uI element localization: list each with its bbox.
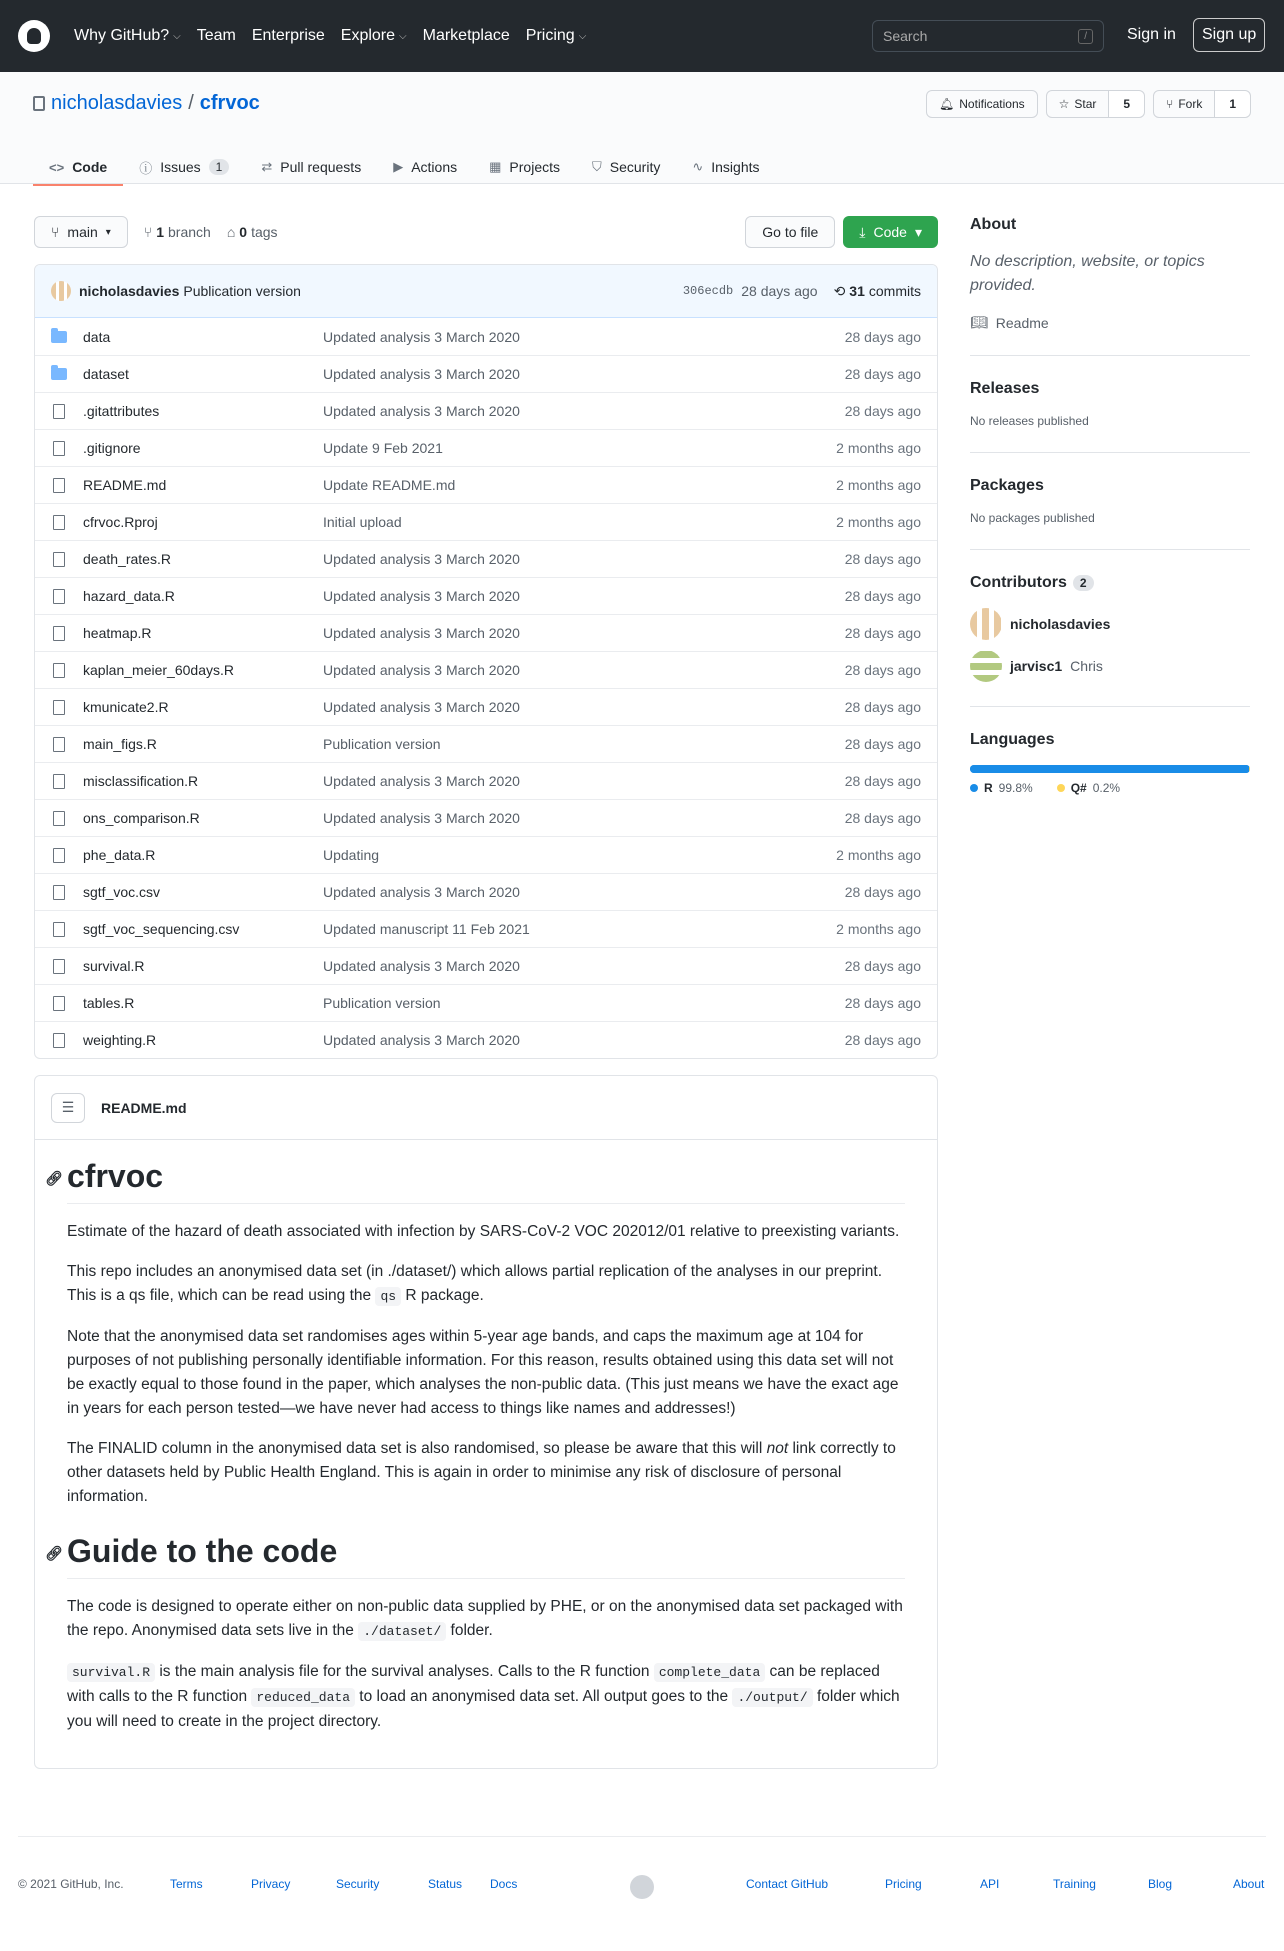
readme-link[interactable] — [970, 314, 1250, 331]
commit-count-label: commits — [868, 283, 921, 299]
commit-message-link[interactable]: Updated analysis 3 March 2020 — [323, 551, 520, 567]
repo-icon — [33, 96, 45, 111]
code-icon: <> — [49, 159, 65, 175]
search-placeholder: Search — [883, 28, 928, 44]
file-icon — [51, 589, 67, 604]
file-name-link[interactable]: heatmap.R — [83, 625, 152, 641]
file-icon — [51, 922, 67, 937]
file-row[interactable] — [35, 873, 937, 910]
chevron-down-icon: ⌵ — [399, 30, 407, 42]
file-row[interactable] — [35, 614, 937, 651]
file-row[interactable] — [35, 762, 937, 799]
issue-icon: ⓘ — [139, 160, 153, 176]
footer-link[interactable]: Pricing — [885, 1877, 922, 1891]
readme-heading — [45, 1158, 905, 1204]
file-name-link[interactable]: hazard_data.R — [83, 588, 175, 604]
file-name-link[interactable]: death_rates.R — [83, 551, 171, 567]
commit-message-link[interactable]: Updated analysis 3 March 2020 — [323, 588, 520, 604]
file-name-link[interactable]: sgtf_voc.csv — [83, 884, 161, 900]
commit-message-link[interactable]: Update README.md — [323, 477, 456, 493]
chevron-down-icon: ⌵ — [578, 30, 587, 42]
inline-code: ./dataset/ — [358, 1622, 446, 1641]
sign-in-link[interactable]: Sign in — [1127, 26, 1176, 43]
file-browser — [34, 264, 938, 1059]
readme-link-label: Readme — [995, 314, 1049, 331]
section-title: Guide to the code — [67, 1533, 338, 1569]
contributor-login: nicholasdavies — [1010, 616, 1111, 632]
file-row[interactable] — [35, 577, 937, 614]
readme-paragraph: Estimate of the hazard of death associated with infection by SARS-CoV-2 VOC 202012/01 relative to preexisting variants. — [67, 1223, 900, 1240]
commit-message-link[interactable]: Publication version — [183, 283, 301, 299]
tab-label: Security — [609, 159, 661, 175]
nav-team[interactable] — [197, 27, 236, 45]
repo-sidebar — [970, 216, 1250, 843]
footer-link[interactable]: Terms — [170, 1877, 203, 1891]
file-name-link[interactable]: .gitattributes — [83, 403, 160, 419]
file-age: 28 days ago — [844, 662, 921, 678]
readme-title: cfrvoc — [67, 1158, 164, 1194]
readme-paragraph: Note that the anonymised data set randomises ages within 5-year age bands, and caps the maximum age at 104 for purposes of not publishing personally identifiable information. For this reason, results obtained using this data set will not be exactly equal to those found in the paper, which analyses the non-public data. (This just means we have the exact age in years for each person tested—we have never had access to things like names and addresses!) — [67, 1328, 899, 1417]
branch-label: branch — [168, 224, 211, 240]
file-row[interactable] — [35, 1021, 937, 1058]
search-input[interactable] — [872, 20, 1104, 52]
readme-paragraph — [67, 1260, 905, 1309]
nav-explore[interactable] — [341, 27, 407, 45]
about-section — [970, 216, 1250, 356]
tab-issues[interactable] — [123, 150, 245, 184]
fork-label: Fork — [1178, 97, 1203, 111]
file-name-link[interactable]: survival.R — [83, 958, 145, 974]
commit-message-link[interactable]: Updated analysis 3 March 2020 — [323, 884, 520, 900]
repo-name-link[interactable]: cfrvoc — [199, 92, 260, 114]
text: is the main analysis file for the survival analyses. Calls to the R function — [155, 1663, 654, 1680]
file-age: 28 days ago — [844, 995, 921, 1011]
tag-icon: ⌂ — [226, 224, 236, 240]
commit-sha-link[interactable]: 306ecdb — [682, 284, 734, 298]
commit-message-link[interactable]: Updated analysis 3 March 2020 — [323, 366, 520, 382]
list-icon: ☰ — [61, 1099, 75, 1115]
section-heading: Languages — [970, 731, 1055, 748]
file-age: 2 months ago — [836, 440, 921, 456]
commit-message-link[interactable]: Updated analysis 3 March 2020 — [323, 810, 520, 826]
file-age: 2 months ago — [836, 477, 921, 493]
file-icon — [51, 996, 67, 1011]
text: to load an anonymised data set. All output goes to the — [355, 1688, 733, 1705]
fork-icon: ⑂ — [1166, 97, 1174, 111]
download-icon: ⤓ — [859, 223, 866, 240]
commit-message-link[interactable]: Updated analysis 3 March 2020 — [323, 773, 520, 789]
tab-label: Insights — [711, 159, 760, 175]
site-footer — [18, 1836, 1266, 1951]
languages-section — [970, 731, 1250, 819]
commit-message-link[interactable]: Publication version — [323, 736, 441, 752]
commit-message-link[interactable]: Updated analysis 3 March 2020 — [323, 662, 520, 678]
folder-icon — [51, 331, 67, 343]
commit-message-link[interactable]: Updated manuscript 11 Feb 2021 — [323, 921, 530, 937]
latest-commit — [35, 265, 937, 318]
shield-icon: ⛉ — [592, 159, 602, 174]
file-row[interactable] — [35, 392, 937, 429]
file-row[interactable] — [35, 651, 937, 688]
copyright: © 2021 GitHub, Inc. — [18, 1877, 124, 1891]
pull-request-icon: ⇄ — [261, 159, 273, 174]
readme-paragraph — [67, 1660, 905, 1734]
branch-name: main — [67, 224, 98, 240]
about-description: No description, website, or topics provided. — [970, 253, 1205, 294]
file-age: 2 months ago — [836, 921, 921, 937]
tab-label: Actions — [411, 159, 458, 175]
star-count[interactable]: 5 — [1109, 91, 1144, 117]
file-row[interactable] — [35, 836, 937, 873]
packages-empty: No packages published — [970, 511, 1095, 525]
language-color-dot — [970, 784, 978, 792]
tab-label: Projects — [509, 159, 560, 175]
github-logo-icon[interactable] — [18, 20, 50, 52]
file-icon — [51, 663, 67, 678]
file-icon — [51, 515, 67, 530]
go-to-file-button[interactable]: Go to file — [745, 216, 835, 248]
footer-link[interactable]: Training — [1053, 1877, 1096, 1891]
fork-count[interactable]: 1 — [1215, 91, 1250, 117]
commit-age: 28 days ago — [741, 283, 818, 299]
file-age: 28 days ago — [844, 884, 921, 900]
file-icon — [51, 441, 67, 456]
nav-label: Team — [196, 27, 236, 44]
table-of-contents-button[interactable] — [51, 1093, 85, 1123]
file-name-link[interactable]: sgtf_voc_sequencing.csv — [83, 921, 240, 937]
nav-label: Explore — [340, 27, 396, 44]
tab-pull-requests[interactable] — [245, 150, 377, 184]
commit-message-link[interactable]: Update 9 Feb 2021 — [323, 440, 443, 456]
bell-icon: 🔔︎ — [939, 97, 955, 111]
file-name-link[interactable]: ons_comparison.R — [83, 810, 200, 826]
tag-count: 0 — [239, 224, 248, 240]
file-row[interactable] — [35, 318, 937, 355]
file-name-link[interactable]: misclassification.R — [83, 773, 199, 789]
star-button[interactable] — [1046, 90, 1145, 118]
file-icon — [51, 404, 67, 419]
file-icon — [51, 552, 67, 567]
repo-owner-link[interactable]: nicholasdavies — [51, 92, 183, 114]
play-icon: ▶ — [393, 159, 404, 174]
file-toolbar — [34, 216, 938, 248]
file-age: 2 months ago — [836, 847, 921, 863]
link-icon[interactable]: 🔗︎ — [45, 1545, 63, 1561]
contributor-login: jarvisc1 — [1010, 658, 1063, 674]
packages-section — [970, 477, 1250, 550]
text: link correctly to other datasets held by Public Health England. This is again in order to minimise any risk of disclosure of personal information. — [67, 1440, 896, 1505]
language-bar — [970, 765, 1250, 773]
text: The code is designed to operate either on non-public data supplied by PHE, or on the anonymised data set packaged with the repo. Anonymised data sets live in the — [67, 1598, 903, 1639]
file-row[interactable] — [35, 984, 937, 1021]
file-name-link[interactable]: kmunicate2.R — [83, 699, 169, 715]
main-column — [34, 216, 938, 1769]
file-age: 28 days ago — [844, 810, 921, 826]
footer-link[interactable]: API — [980, 1877, 1000, 1891]
contributors-counter: 2 — [1073, 575, 1094, 591]
readme-panel — [34, 1075, 938, 1769]
file-name-link[interactable]: data — [83, 328, 111, 345]
file-age: 28 days ago — [844, 958, 921, 974]
text: R package. — [401, 1287, 484, 1304]
tab-actions[interactable] — [377, 150, 473, 184]
commit-message-link[interactable]: Updated analysis 3 March 2020 — [323, 403, 520, 419]
footer-link[interactable]: Status — [428, 1877, 463, 1891]
link-icon[interactable]: 🔗︎ — [45, 1170, 63, 1186]
file-row[interactable] — [35, 947, 937, 984]
tab-label: Pull requests — [280, 159, 362, 175]
file-row[interactable] — [35, 466, 937, 503]
book-icon: 📖︎ — [970, 314, 988, 330]
commit-message-link[interactable]: Updated analysis 3 March 2020 — [323, 328, 520, 345]
file-age: 28 days ago — [844, 699, 921, 715]
file-icon — [51, 478, 67, 493]
nav-label: Enterprise — [251, 27, 325, 44]
readme-content — [35, 1140, 937, 1768]
file-row[interactable] — [35, 725, 937, 762]
file-row[interactable] — [35, 355, 937, 392]
branch-count: 1 — [156, 224, 164, 240]
file-list — [35, 318, 937, 1058]
footer-link[interactable]: About — [1233, 1877, 1265, 1891]
file-name-link[interactable]: README.md — [83, 477, 167, 493]
caret-down-icon: ▾ — [105, 226, 111, 238]
file-age: 28 days ago — [844, 328, 921, 345]
file-icon — [51, 885, 67, 900]
branch-icon: ⑂ — [51, 224, 60, 240]
contributor[interactable] — [970, 650, 1250, 682]
commit-count: 31 — [849, 283, 865, 299]
tab-label: Code — [72, 159, 108, 175]
top-navbar — [0, 0, 1284, 72]
language-name: R — [984, 781, 993, 795]
file-age: 28 days ago — [844, 736, 921, 752]
footer-link[interactable]: Privacy — [251, 1877, 291, 1891]
file-name-link[interactable]: weighting.R — [83, 1032, 157, 1048]
folder-icon — [51, 368, 67, 380]
commit-message-link[interactable]: Updating — [323, 847, 380, 863]
text: can be replaced with calls to the R function — [67, 1663, 880, 1705]
language-name: Q# — [1070, 781, 1087, 795]
repo-header — [0, 72, 1284, 184]
notifications-label: Notifications — [959, 97, 1025, 111]
file-icon — [51, 774, 67, 789]
tags-link[interactable] — [227, 224, 278, 240]
file-row[interactable] — [35, 429, 937, 466]
main-nav — [74, 27, 586, 45]
inline-code: ./output/ — [732, 1688, 812, 1707]
tab-code[interactable] — [33, 150, 123, 186]
file-row[interactable] — [35, 503, 937, 540]
avatar[interactable] — [51, 281, 71, 301]
commit-message-link[interactable]: Updated analysis 3 March 2020 — [323, 1032, 520, 1048]
star-icon: ☆ — [1058, 97, 1070, 111]
file-row[interactable] — [35, 799, 937, 836]
releases-section — [970, 380, 1250, 453]
releases-empty: No releases published — [970, 414, 1089, 428]
file-age: 28 days ago — [844, 551, 921, 567]
file-row[interactable] — [35, 540, 937, 577]
commit-meta — [683, 283, 921, 300]
star-label: Star — [1074, 97, 1097, 111]
inline-code: survival.R — [67, 1663, 155, 1682]
tab-insights[interactable] — [676, 150, 775, 184]
section-heading[interactable]: Releases — [970, 380, 1040, 397]
file-name-link[interactable]: main_figs.R — [83, 736, 157, 752]
fork-button[interactable] — [1153, 90, 1251, 118]
commit-author-link[interactable]: nicholasdavies — [79, 283, 180, 299]
file-icon — [51, 700, 67, 715]
nav-why-github[interactable] — [74, 27, 181, 45]
file-age: 28 days ago — [844, 625, 921, 641]
github-mark-icon[interactable] — [630, 1875, 654, 1899]
file-icon — [51, 626, 67, 641]
readme-paragraph — [67, 1437, 905, 1509]
notifications-button[interactable] — [926, 90, 1038, 118]
contributors-title: Contributors — [970, 574, 1067, 591]
commit-message-link[interactable]: Updated analysis 3 March 2020 — [323, 958, 520, 974]
code-button-label: Code — [873, 224, 907, 240]
language-percent: 0.2% — [1092, 781, 1121, 795]
text: This repo includes an anonymised data set (in ./dataset/) which allows partial replication of the analyses in our preprint. This is a qs file, which can be read using the — [67, 1263, 883, 1304]
nav-marketplace[interactable] — [423, 27, 510, 45]
footer-link[interactable]: Contact GitHub — [746, 1877, 829, 1891]
section-heading[interactable]: Packages — [970, 477, 1044, 494]
file-name-link[interactable]: dataset — [83, 366, 129, 382]
tab-label: Issues — [160, 159, 201, 175]
footer-link[interactable]: Blog — [1148, 1877, 1173, 1891]
caret-down-icon: ▾ — [914, 223, 922, 240]
search-shortcut-key: / — [1078, 29, 1093, 44]
branch-select[interactable] — [34, 216, 128, 248]
code-download-button[interactable] — [843, 216, 938, 248]
file-icon — [51, 737, 67, 752]
contributor[interactable] — [970, 608, 1250, 640]
file-icon — [51, 848, 67, 863]
file-name-link[interactable]: kaplan_meier_60days.R — [83, 662, 234, 678]
text: folder which you will need to create in the project directory. — [67, 1688, 900, 1730]
footer-link[interactable]: Security — [336, 1877, 380, 1891]
history-icon: ⟲ — [833, 282, 846, 299]
branch-icon: ⑂ — [143, 224, 153, 240]
nav-enterprise[interactable] — [252, 27, 325, 45]
commit-message-link[interactable]: Updated analysis 3 March 2020 — [323, 699, 520, 715]
tab-projects[interactable] — [473, 150, 576, 184]
text: folder. — [446, 1622, 493, 1639]
repo-tabs — [33, 150, 776, 186]
nav-pricing[interactable] — [526, 27, 587, 45]
language-item[interactable] — [970, 781, 1033, 795]
text: The FINALID column in the anonymised data set is also randomised, so please be aware that this will — [67, 1440, 767, 1457]
chevron-down-icon: ⌵ — [173, 30, 181, 42]
file-name-link[interactable]: phe_data.R — [83, 847, 156, 863]
language-segment — [1249, 765, 1250, 773]
commits-history-link[interactable] — [834, 283, 921, 300]
contributor-name: Chris — [1070, 658, 1103, 674]
file-icon — [51, 959, 67, 974]
sign-up-button[interactable]: Sign up — [1193, 18, 1265, 52]
inline-code: qs — [375, 1287, 401, 1306]
file-age: 28 days ago — [844, 773, 921, 789]
contributors-section — [970, 574, 1250, 707]
file-age: 28 days ago — [844, 366, 921, 382]
emphasis: not — [766, 1440, 789, 1457]
commit-message-link[interactable]: Updated analysis 3 March 2020 — [323, 625, 520, 641]
nav-label: Pricing — [525, 27, 575, 44]
readme-heading — [45, 1533, 905, 1579]
language-percent: 99.8% — [998, 781, 1033, 795]
tag-label: tags — [251, 224, 278, 240]
file-name-link[interactable]: .gitignore — [83, 440, 141, 456]
file-age: 28 days ago — [844, 588, 921, 604]
section-heading[interactable] — [970, 574, 1250, 592]
branches-link[interactable] — [144, 224, 211, 240]
inline-code: reduced_data — [251, 1688, 355, 1707]
file-age: 28 days ago — [844, 403, 921, 419]
section-heading: About — [970, 216, 1017, 233]
nav-label: Why GitHub? — [74, 27, 170, 44]
graph-icon: ∿ — [692, 159, 704, 174]
readme-filename: README.md — [101, 1099, 187, 1116]
footer-link[interactable]: Docs — [490, 1877, 518, 1891]
avatar — [970, 608, 1002, 640]
language-list — [970, 781, 1250, 795]
file-age: 2 months ago — [836, 514, 921, 530]
issues-counter: 1 — [209, 159, 230, 175]
language-color-dot — [1057, 784, 1065, 792]
repo-actions — [926, 90, 1251, 118]
inline-code: complete_data — [654, 1663, 765, 1682]
file-row[interactable] — [35, 910, 937, 947]
project-icon: ▦ — [489, 159, 502, 174]
avatar — [970, 650, 1002, 682]
file-row[interactable] — [35, 688, 937, 725]
commit-message-link[interactable]: Initial upload — [323, 514, 402, 530]
repo-title — [33, 92, 260, 115]
readme-header — [35, 1076, 937, 1140]
tab-security[interactable] — [576, 150, 676, 184]
language-item[interactable] — [1057, 781, 1120, 795]
language-segment — [970, 765, 1249, 773]
readme-paragraph — [67, 1595, 905, 1644]
file-name-link[interactable]: cfrvoc.Rproj — [83, 514, 158, 530]
file-icon — [51, 811, 67, 826]
commit-message-link[interactable]: Publication version — [323, 995, 441, 1011]
file-icon — [51, 1033, 67, 1048]
file-age: 28 days ago — [844, 1032, 921, 1048]
file-name-link[interactable]: tables.R — [83, 995, 135, 1011]
path-separator: / — [188, 92, 194, 114]
nav-label: Marketplace — [422, 27, 510, 44]
